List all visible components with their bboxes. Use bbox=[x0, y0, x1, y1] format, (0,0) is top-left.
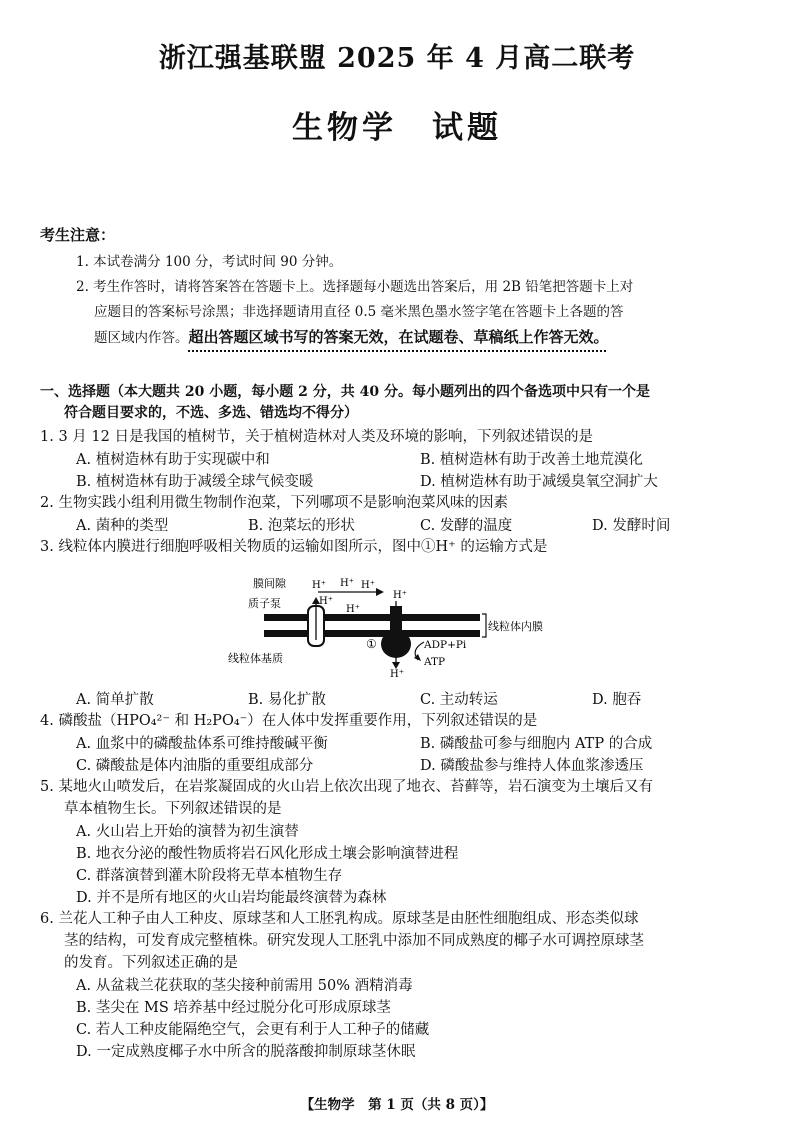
question-2-option-c: C. 发酵的温度 bbox=[420, 518, 513, 534]
mitochondria-membrane-diagram bbox=[228, 568, 558, 678]
membrane-inner-layer bbox=[264, 630, 480, 637]
question-6-option-a: A. 从盆栽兰花获取的茎尖接种前需用 50% 酒精消毒 bbox=[76, 978, 413, 994]
question-5-stem-line-1: 5. 某地火山喷发后，在岩浆凝固成的火山岩上依次出现了地衣、苔藓等，岩石演变为土壤后又有 bbox=[40, 779, 653, 795]
top-arrow-head bbox=[376, 588, 384, 596]
label-membrane: 线粒体内膜 bbox=[488, 620, 543, 633]
question-5-option-d: D. 并不是所有地区的火山岩均能最终演替为森林 bbox=[76, 890, 387, 906]
label-h-3: H⁺ bbox=[361, 580, 375, 591]
question-1-option-c: B. 植树造林有助于减缓全球气候变暖 bbox=[76, 474, 314, 490]
atp-synthase-head bbox=[381, 630, 411, 658]
membrane-outer-layer bbox=[264, 614, 480, 621]
question-1-option-a: A. 植树造林有助于实现碳中和 bbox=[76, 452, 270, 468]
question-6-option-b: B. 茎尖在 MS 培养基中经过脱分化可形成原球茎 bbox=[76, 1000, 391, 1016]
question-3-option-b: B. 易化扩散 bbox=[248, 692, 326, 708]
label-proton-pump: 质子泵 bbox=[248, 597, 281, 610]
question-3-stem: 3. 线粒体内膜进行细胞呼吸相关物质的运输如图所示，图中①H⁺ 的运输方式是 bbox=[40, 539, 548, 555]
notice-item-2-line-3 bbox=[76, 325, 748, 351]
label-atp: ATP bbox=[424, 656, 446, 668]
exam-title: 浙江强基联盟 2025 年 4 月高二联考 bbox=[158, 43, 636, 74]
notice-plain-text: 题区域内作答。 bbox=[94, 330, 189, 346]
question-2-option-d: D. 发酵时间 bbox=[592, 518, 671, 534]
notice-item-2-line-2: 应题目的答案标号涂黑；非选择题请用直径 0.5 毫米黑色墨水签字笔在答题卡上各题的答 bbox=[94, 304, 624, 320]
question-4-stem: 4. 磷酸盐（HPO₄²⁻ 和 H₂PO₄⁻）在人体中发挥重要作用，下列叙述错误的是 bbox=[40, 713, 538, 729]
question-3-option-a: A. 简单扩散 bbox=[76, 692, 154, 708]
page-footer: 【生物学 第 1 页（共 8 页）】 bbox=[300, 1097, 494, 1113]
question-5-stem-line-2: 草本植物生长。下列叙述错误的是 bbox=[64, 801, 282, 817]
question-6-option-c: C. 若人工种皮能隔绝空气，会更有利于人工种子的储藏 bbox=[76, 1022, 430, 1038]
notice-item-2-line-1: 2. 考生作答时，请将答案答在答题卡上。选择题每小题选出答案后，用 2B 铅笔把答题卡上对 bbox=[76, 279, 634, 295]
question-1-stem: 1. 3 月 12 日是我国的植树节，关于植树造林对人类及环境的影响，下列叙述错误的是 bbox=[40, 429, 593, 445]
question-6-option-d: D. 一定成熟度椰子水中所含的脱落酸抑制原球茎休眠 bbox=[76, 1044, 416, 1060]
question-5-option-a: A. 火山岩上开始的演替为初生演替 bbox=[76, 824, 299, 840]
synthase-arrow-head bbox=[392, 662, 400, 669]
question-2-stem: 2. 生物实践小组利用微生物制作泡菜，下列哪项不是影响泡菜风味的因素 bbox=[40, 495, 508, 511]
label-circle-1: ① bbox=[366, 637, 377, 651]
notice-item-1: 1. 本试卷满分 100 分，考试时间 90 分钟。 bbox=[76, 254, 343, 270]
label-h-7: H⁺ bbox=[390, 669, 404, 678]
question-6-stem-line-3: 的发育。下列叙述正确的是 bbox=[64, 955, 238, 971]
label-matrix: 线粒体基质 bbox=[228, 652, 283, 665]
notice-block bbox=[76, 250, 748, 351]
exam-subtitle: 生物学 试题 bbox=[292, 110, 502, 146]
question-5-option-b: B. 地衣分泌的酸性物质将岩石风化形成土壤会影响演替进程 bbox=[76, 846, 459, 862]
question-1-option-b: B. 植树造林有助于改善土地荒漠化 bbox=[420, 452, 643, 468]
section-heading-line-1: 一、选择题（本大题共 20 小题，每小题 2 分，共 40 分。每小题列出的四个备选项中只有一个是 bbox=[40, 384, 650, 400]
notice-emphasis: 超出答题区域书写的答案无效，在试题卷、草稿纸上作答无效。 bbox=[188, 328, 609, 346]
question-2-option-a: A. 菌种的类型 bbox=[76, 518, 169, 534]
question-3-option-c: C. 主动转运 bbox=[420, 692, 498, 708]
label-h-4: H⁺ bbox=[319, 596, 333, 607]
notice-heading: 考生注意： bbox=[40, 226, 116, 244]
label-h-1: H⁺ bbox=[312, 580, 326, 591]
section-heading-line-2: 符合题目要求的，不选、多选、错选均不得分） bbox=[64, 405, 358, 421]
question-4-option-d: D. 磷酸盐参与维持人体血浆渗透压 bbox=[420, 758, 644, 774]
label-h-6: H⁺ bbox=[393, 590, 407, 601]
label-intermembrane: 膜间隙 bbox=[253, 577, 286, 590]
question-5-option-c: C. 群落演替到灌木阶段将无草本植物生存 bbox=[76, 868, 343, 884]
question-1-option-d: D. 植树造林有助于减缓臭氧空洞扩大 bbox=[420, 474, 658, 490]
section-heading bbox=[40, 382, 752, 424]
label-h-2: H⁺ bbox=[340, 578, 354, 589]
question-4-option-b: B. 磷酸盐可参与细胞内 ATP 的合成 bbox=[420, 736, 653, 752]
membrane-bracket bbox=[482, 614, 486, 637]
question-5-stem bbox=[40, 776, 754, 820]
question-6-stem bbox=[40, 908, 754, 974]
label-h-5: H⁺ bbox=[346, 604, 360, 615]
question-6-stem-line-2: 茎的结构，可发育成完整植株。研究发现人工胚乳中添加不同成熟度的椰子水可调控原球茎 bbox=[64, 933, 644, 949]
question-4-option-a: A. 血浆中的磷酸盐体系可维持酸碱平衡 bbox=[76, 736, 328, 752]
question-6-stem-line-1: 6. 兰花人工种子由人工种皮、原球茎和人工胚乳构成。原球茎是由胚性细胞组成、形态类似球 bbox=[40, 911, 639, 927]
label-adp: ADP+Pi bbox=[424, 639, 467, 651]
question-3-option-d: D. 胞吞 bbox=[592, 692, 642, 708]
question-2-option-b: B. 泡菜坛的形状 bbox=[248, 518, 355, 534]
question-4-option-c: C. 磷酸盐是体内油脂的重要组成部分 bbox=[76, 758, 314, 774]
